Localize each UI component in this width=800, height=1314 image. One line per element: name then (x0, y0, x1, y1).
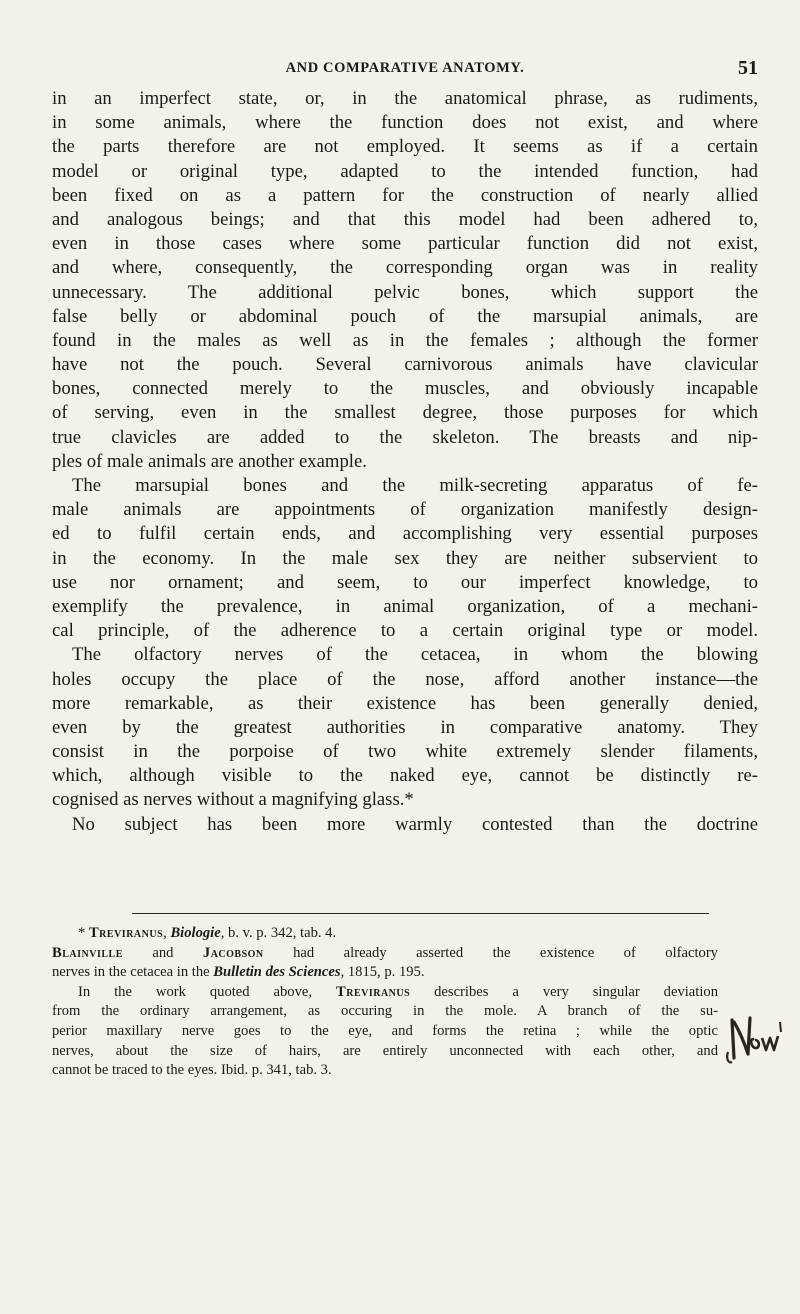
page-number: 51 (738, 57, 758, 79)
text-line: No subject has been more warmly contested than the doctrine (72, 813, 758, 835)
text-line: and analogous beings; and that this model had been adhered to, (52, 208, 758, 230)
text-line: holes occupy the place of the nose, afford another instance—the (52, 668, 758, 690)
text-line: ed to fulfil certain ends, and accomplishing very essential purposes (52, 523, 758, 545)
text-line: in the economy. In the male sex they are neither subservient to (52, 547, 758, 569)
text-line: the parts therefore are not employed. It seems as if a certain (52, 136, 758, 158)
text-line: unnecessary. The additional pelvic bones, which support the (52, 281, 758, 303)
text-line: in an imperfect state, or, in the anatomical phrase, as rudiments, (52, 88, 758, 109)
running-title: AND COMPARATIVE ANATOMY. (285, 60, 525, 76)
text-line: found in the males as well as in the females ; although the former (52, 329, 758, 351)
footnote-line (52, 944, 718, 964)
footnote-marker: * (78, 925, 89, 941)
author-name: Treviranus (335, 983, 411, 1000)
text-line: even by the greatest authorities in comparative anatomy. They (52, 716, 758, 738)
text-line: of serving, even in the smallest degree, those purposes for which (52, 402, 758, 424)
text-line: have not the pouch. Several carnivorous animals have clavicular (52, 354, 758, 376)
footnote-line (52, 924, 718, 944)
text-line: cognised as nerves without a magnifying glass.* (52, 789, 414, 811)
author-name: Jacobson (202, 944, 264, 961)
work-title: Biologie (170, 925, 221, 941)
text-line: bones, connected merely to the muscles, and obviously incapable (52, 378, 758, 400)
footnote-text: describes a very singular deviation (410, 983, 718, 1000)
running-head (52, 57, 758, 84)
footnote-line: nerves, about the size of hairs, are entirely unconnected with each other, and (52, 1042, 718, 1059)
text-line: cal principle, of the adherence to a certain original type or model. (52, 620, 758, 642)
footnote-text: , (163, 925, 171, 941)
footnote-line (52, 983, 718, 1003)
text-line: The marsupial bones and the milk-secreting apparatus of fe- (72, 475, 758, 496)
text-line: false belly or abdominal pouch of the marsupial animals, are (52, 305, 758, 327)
text-line: more remarkable, as their existence has been generally denied, (52, 692, 758, 714)
text-line: ples of male animals are another example. (52, 450, 367, 472)
footnote-line: perior maxillary nerve goes to the eye, and forms the retina ; while the optic (52, 1022, 718, 1039)
footnote-text: In the work quoted above, (78, 983, 336, 1000)
text-line: been fixed on as a pattern for the construction of nearly allied (52, 184, 758, 206)
text-line: consist in the porpoise of two white extremely slender filaments, (52, 741, 758, 763)
text-line: true clavicles are added to the skeleton. The breasts and nip- (52, 426, 758, 448)
text-line: The olfactory nerves of the cetacea, in whom the blowing (72, 644, 758, 666)
text-line: male animals are appointments of organization manifestly design- (52, 499, 758, 521)
footnote-text: and (122, 944, 203, 961)
footnote-rule (132, 913, 709, 914)
handwritten-mark-icon (724, 1014, 786, 1066)
footnotes (52, 924, 718, 1081)
author-name: Treviranus (88, 925, 164, 941)
footnote-line (52, 963, 718, 983)
text-line: even in those cases where some particular function did not exist, (52, 233, 758, 255)
journal-title: Bulletin des Sciences (213, 964, 341, 981)
footnote-line: from the ordinary arrangement, as occuring in the mole. A branch of the su- (52, 1003, 718, 1020)
text-line: model or original type, adapted to the intended function, had (52, 160, 758, 182)
text-line: and where, consequently, the corresponding organ was in reality (52, 257, 758, 279)
footnote-text: , b. v. p. 342, tab. 4. (220, 925, 337, 941)
text-line: in some animals, where the function does not exist, and where (52, 112, 758, 134)
author-name: Blainville (52, 944, 123, 961)
body-text (52, 87, 758, 837)
footnote-text: , 1815, p. 195. (340, 964, 425, 981)
text-line: which, although visible to the naked eye, cannot be distinctly re- (52, 765, 758, 787)
footnote-text: had already asserted the existence of olfactory (263, 944, 718, 961)
text-line: use nor ornament; and seem, to our imperfect knowledge, to (52, 571, 758, 593)
text-line: exemplify the prevalence, in animal organization, of a mechani- (52, 595, 758, 617)
footnote-line: cannot be traced to the eyes. Ibid. p. 341, tab. 3. (52, 1062, 332, 1079)
footnote-text: nerves in the cetacea in the (52, 964, 214, 981)
